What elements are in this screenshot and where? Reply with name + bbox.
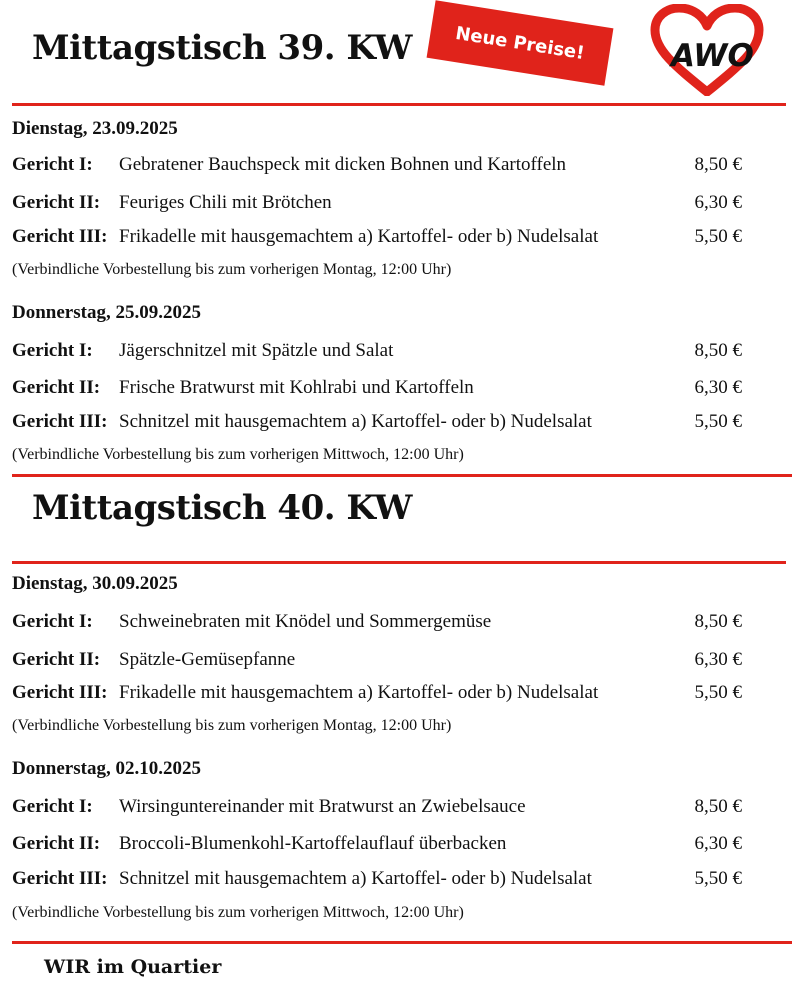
dish-label: Gericht I:: [12, 611, 93, 632]
dish-price: 5,50 €: [694, 682, 742, 703]
divider: [12, 103, 786, 106]
divider: [12, 941, 792, 944]
dish-name: Schnitzel mit hausgemachtem a) Kartoffel- oder b) Nudelsalat: [119, 411, 592, 432]
dish-name: Frikadelle mit hausgemachtem a) Kartoffel- oder b) Nudelsalat: [119, 682, 599, 703]
menu-item: [12, 682, 752, 706]
menu-item: [12, 833, 752, 857]
preorder-note: (Verbindliche Vorbestellung bis zum vorherigen Montag, 12:00 Uhr): [12, 717, 452, 734]
dish-label: Gericht III:: [12, 411, 108, 432]
menu-item: [12, 154, 752, 178]
dish-price: 8,50 €: [694, 154, 742, 175]
dish-price: 6,30 €: [694, 377, 742, 398]
dish-price: 8,50 €: [694, 611, 742, 632]
dish-label: Gericht III:: [12, 868, 108, 889]
menu-item: [12, 340, 752, 364]
preorder-note: (Verbindliche Vorbestellung bis zum vorherigen Mittwoch, 12:00 Uhr): [12, 446, 464, 463]
footer-text: WIR im Quartier: [44, 956, 222, 978]
dish-name: Broccoli-Blumenkohl-Kartoffelauflauf überbacken: [119, 833, 507, 854]
menu-item: [12, 796, 752, 820]
dish-name: Schweinebraten mit Knödel und Sommergemüse: [119, 611, 492, 632]
awo-logo: [645, 4, 770, 96]
dish-name: Spätzle-Gemüsepfanne: [119, 649, 296, 670]
dish-name: Wirsinguntereinander mit Bratwurst an Zwiebelsauce: [119, 796, 526, 817]
dish-price: 6,30 €: [694, 649, 742, 670]
dish-label: Gericht I:: [12, 340, 93, 361]
preorder-note: (Verbindliche Vorbestellung bis zum vorherigen Mittwoch, 12:00 Uhr): [12, 904, 464, 921]
menu-item: [12, 649, 752, 673]
heart-icon: [645, 4, 770, 96]
dish-label: Gericht I:: [12, 154, 93, 175]
dish-price: 8,50 €: [694, 340, 742, 361]
preorder-note: (Verbindliche Vorbestellung bis zum vorherigen Montag, 12:00 Uhr): [12, 261, 452, 278]
day-heading: Donnerstag, 02.10.2025: [12, 758, 201, 779]
page-title: Mittagstisch 39. KW: [32, 28, 412, 68]
dish-name: Frikadelle mit hausgemachtem a) Kartoffel- oder b) Nudelsalat: [119, 226, 599, 247]
logo-text: AWO: [671, 38, 754, 74]
day-heading: Donnerstag, 25.09.2025: [12, 302, 201, 323]
new-prices-stamp: [427, 0, 614, 85]
menu-item: [12, 377, 752, 401]
dish-price: 5,50 €: [694, 868, 742, 889]
dish-name: Schnitzel mit hausgemachtem a) Kartoffel- oder b) Nudelsalat: [119, 868, 592, 889]
dish-name: Feuriges Chili mit Brötchen: [119, 192, 332, 213]
dish-price: 6,30 €: [694, 833, 742, 854]
day-heading: Dienstag, 30.09.2025: [12, 573, 178, 594]
dish-label: Gericht II:: [12, 192, 101, 213]
dish-label: Gericht III:: [12, 682, 108, 703]
dish-name: Gebratener Bauchspeck mit dicken Bohnen und Kartoffeln: [119, 154, 567, 175]
dish-name: Jägerschnitzel mit Spätzle und Salat: [119, 340, 394, 361]
divider: [12, 474, 792, 477]
divider: [12, 561, 786, 564]
day-heading: Dienstag, 23.09.2025: [12, 118, 178, 139]
dish-label: Gericht III:: [12, 226, 108, 247]
menu-item: [12, 868, 752, 892]
menu-item: [12, 226, 752, 250]
dish-label: Gericht II:: [12, 377, 101, 398]
menu-item: [12, 611, 752, 635]
menu-item: [12, 192, 752, 216]
menu-item: [12, 411, 752, 435]
stamp-text: Neue Preise!: [454, 22, 586, 64]
dish-label: Gericht I:: [12, 796, 93, 817]
dish-price: 8,50 €: [694, 796, 742, 817]
dish-price: 5,50 €: [694, 411, 742, 432]
section-title: Mittagstisch 40. KW: [32, 488, 412, 528]
dish-label: Gericht II:: [12, 649, 101, 670]
dish-price: 6,30 €: [694, 192, 742, 213]
dish-price: 5,50 €: [694, 226, 742, 247]
dish-label: Gericht II:: [12, 833, 101, 854]
dish-name: Frische Bratwurst mit Kohlrabi und Kartoffeln: [119, 377, 474, 398]
